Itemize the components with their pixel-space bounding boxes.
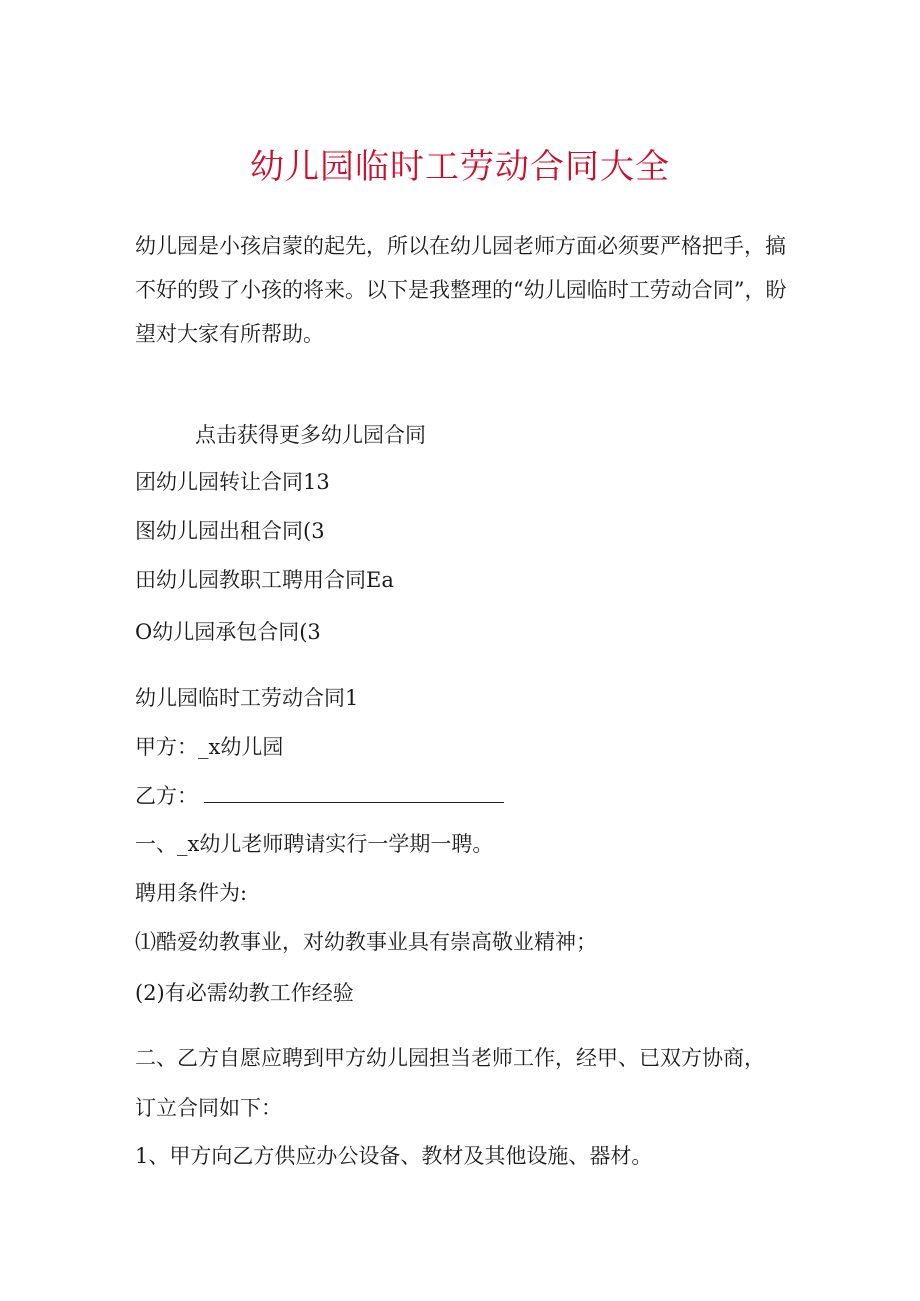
conditions-heading: 聘用条件为: xyxy=(135,881,248,905)
link-staff-employment-contract[interactable]: 田幼儿园教职工聘用合同Ea xyxy=(135,568,394,592)
party-a: 甲方：_x幼儿园 xyxy=(135,735,284,759)
party-b-blank xyxy=(204,784,504,803)
clause-1: 一、_x幼儿老师聘请实行一学期一聘。 xyxy=(135,832,494,856)
clause-2-line-2: 订立合同如下： xyxy=(135,1096,282,1120)
more-contracts-link[interactable]: 点击获得更多幼儿园合同 xyxy=(195,423,426,447)
item-1: 1、甲方向乙方供应办公设备、教材及其他设施、器材。 xyxy=(135,1144,653,1168)
condition-1: ⑴酷爱幼教事业，对幼教事业具有崇高敬业精神； xyxy=(135,930,597,954)
intro-paragraph: 幼儿园是小孩启蒙的起先，所以在幼儿园老师方面必须要严格把手，搞不好的毁了小孩的将来。以下是我整理的“幼儿园临时工劳动合同”，盼望对大家有所帮助。 xyxy=(135,234,787,346)
clause-2-line-1: 二、乙方自愿应聘到甲方幼儿园担当老师工作，经甲、已双方协商， xyxy=(135,1046,765,1070)
document-title: 幼儿园临时工劳动合同大全 xyxy=(250,147,670,187)
link-transfer-contract[interactable]: 团幼儿园转让合同13 xyxy=(135,470,330,494)
party-b xyxy=(135,781,504,811)
party-b-label: 乙方： xyxy=(135,784,198,808)
contract-heading: 幼儿园临时工劳动合同1 xyxy=(135,686,359,710)
link-contracting-contract[interactable]: O幼儿园承包合同(3 xyxy=(135,620,321,644)
condition-2: (2)有必需幼教工作经验 xyxy=(135,981,354,1005)
link-rental-contract[interactable]: 图幼儿园出租合同(3 xyxy=(135,519,325,543)
